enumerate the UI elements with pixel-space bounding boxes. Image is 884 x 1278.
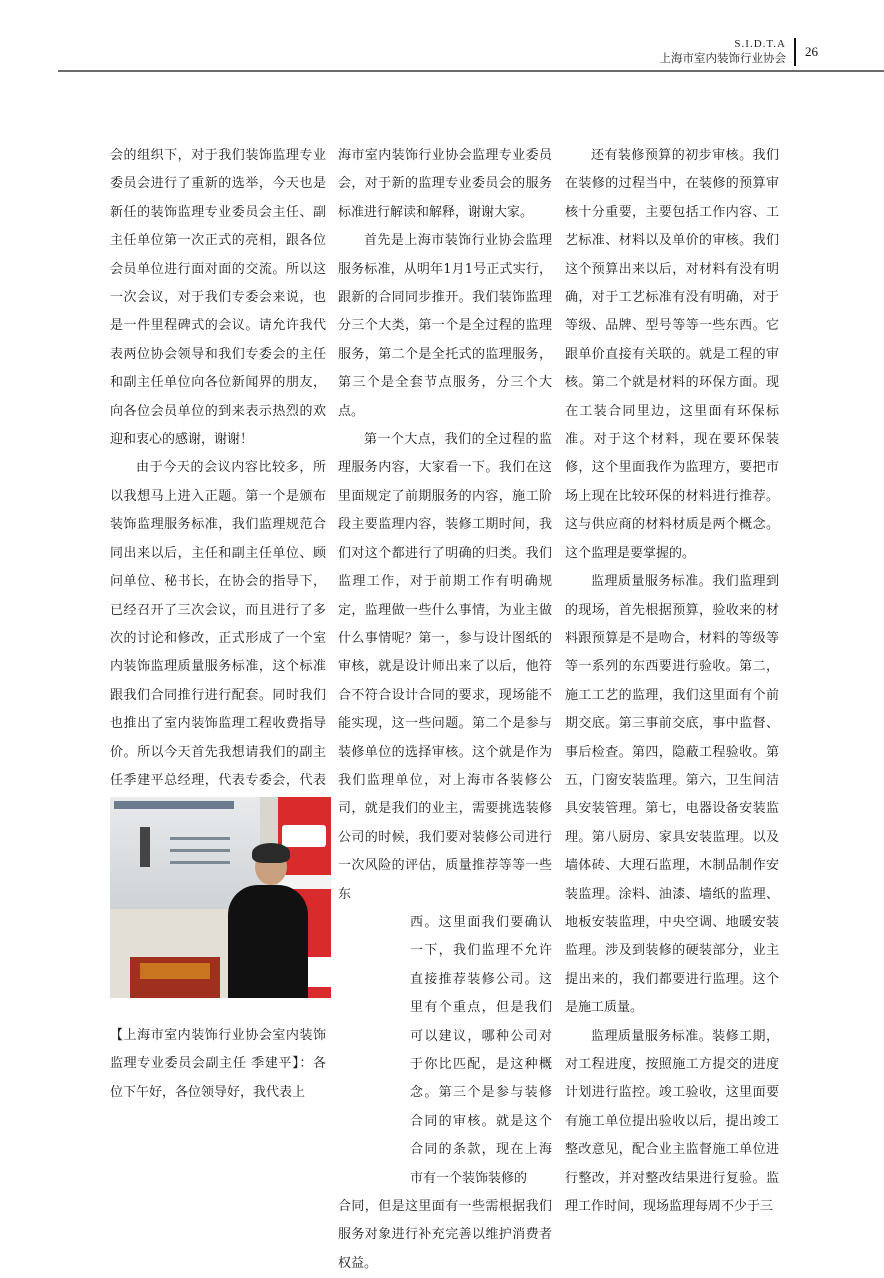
paragraph: 监理质量服务标准。装修工期，对工程进度，按照施工方提交的进度计划进行监控。竣工验收，这里面要有施工单位提出验收以后，提出竣工整改意见，配合业主监督施工单位进行整改，并对整改结果进行复验。监理工作时间，现场监理每周不少于三 [565, 1028, 779, 1215]
page-number: 26 [805, 44, 818, 59]
column-middle [338, 142, 552, 1278]
header-divider [794, 38, 796, 66]
paragraph: 还有装修预算的初步审核。我们在装修的过程当中，在装修的预算审核十分重要，主要包括工作内容、工艺标准、材料以及单价的审核。我们这个预算出来以后，对材料有没有明确，对于工艺标准有没有明确，对于等级、品牌、型号等等一些东西。它跟单价直接有关联的。就是工程的审核。第二个就是材料的环保方面。现在工装合同里边，这里面有环保标准。对于这个材料，现在要环保装修，这个里面我作为监理方，要把市场上现在比较环保的材料进行推荐。这与供应商的材料材质是两个概念。这个监理是要掌握的。 [565, 148, 779, 561]
paragraph: 合同，但是这里面有一些需根据我们服务对象进行补充完善以维护消费者权益。 [338, 1199, 552, 1271]
paragraph: 西。这里面我们要确认一下，我们监理不允许直接推荐装修公司。这里有个重点，但是我们可以建议，哪种公司对于你比匹配，是这种概念。第三个是参与装修合同的审核。就是这个合同的条款，现在上海市有一个装饰装修的 [410, 914, 552, 1186]
header-rule [58, 70, 884, 72]
column-right [565, 142, 779, 1221]
paragraph: 监理质量服务标准。我们监理到的现场，首先根据预算，验收来的材料跟预算是不是吻合，材料的等级等等一系列的东西要进行验收。第二，施工工艺的监理，我们这里面有个前期交底。第三事前交底，事中监督、事后检查。第四，隐蔽工程验收。第五，门窗安装监理。第六，卫生间洁具安装管理。第七，电器设备安装监理。第八厨房、家具安装监理。以及墙体砖、大理石监理，木制品制作安装监理。涂料、油漆、墙纸的监理、地板安装监理，中央空调、地暖安装监理。涉及到装修的硬装部分，业主提出来的，我们都要进行监理。这个是施工质量。 [565, 574, 779, 1016]
paragraph: 由于今天的会议内容比较多，所以我想马上进入正题。第一个是颁布装饰监理服务标准，我们监理规范合同出来以后，主任和副主任单位、顾问单位、秘书长，在协会的指导下，已经召开了三次会议，而且进行了多次的讨论和修改，正式形成了一个室内装饰监理质量服务标准，这个标准跟我们合同推行进行配套。同时我们也推出了室内装饰监理工程收费指导价。所以今天首先我想请我们的副主任季建平总经理，代表专委会，代表 [110, 460, 326, 788]
paragraph: 第一个大点，我们的全过程的监理服务内容，大家看一下。我们在这里面规定了前期服务的内容，施工阶段主要监理内容，装修工期时间，我们对这个都进行了明确的归类。我们监理工作，对于前期工作有明确规定，监理做一些什么事情，为业主做什么事情呢？第一，参与设计图纸的审核，就是设计师出来了以后，他符合不符合设计合同的要求，现场能不能实现，这一些问题。第二个是参与装修单位的选择审核。这个就是作为我们监理单位，对上海市各装修公司，就是我们的业主，需要挑选装修公司的时候，我们要对装修公司进行一次风险的评估，质量推荐等等一些东 [338, 432, 552, 902]
header-brand-en: S.I.D.T.A [734, 38, 786, 50]
header-brand-cn: 上海市室内装饰行业协会 [659, 51, 786, 65]
paragraph: 海市室内装饰行业协会监理专业委员会，对于新的监理专业委员会的服务标准进行解读和解释，谢谢大家。 [338, 148, 552, 220]
column-left [110, 142, 326, 852]
paragraph: 会的组织下，对于我们装饰监理专业委员会进行了重新的选举，今天也是新任的装饰监理专业委员会主任、副主任单位第一次正式的亮相，跟各位会员单位进行面对面的交流。所以这一次会议，对于我们专委会来说，也是一件里程碑式的会议。请允许我代表两位协会领导和我们专委会的主任和副主任单位向各位新闻界的朋友，向各位会员单位的到来表示热烈的欢迎和衷心的感谢，谢谢！ [110, 148, 326, 448]
photo-caption [110, 1022, 326, 1107]
paragraph: 首先是上海市装饰行业协会监理服务标准，从明年1月1号正式实行，跟新的合同同步推开。我们装饰监理分三个大类，第一个是全过程的监理服务，第二个是全托式的监理服务，第三个是全套节点服务，分三个大点。 [338, 233, 552, 419]
caption-text: 【上海市室内装饰行业协会室内装饰监理专业委员会副主任 季建平】：各位下午好，各位领导好，我代表上 [110, 1028, 326, 1100]
speaker-photo [110, 797, 331, 998]
